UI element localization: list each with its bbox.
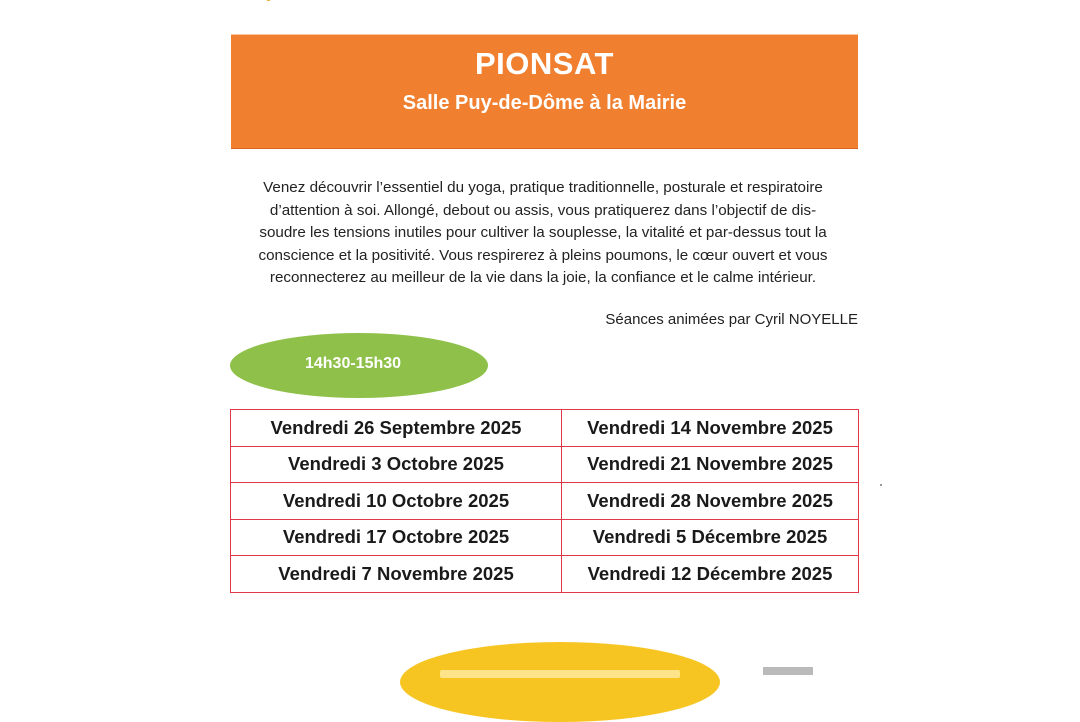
table-row bbox=[231, 410, 859, 447]
bottom-pill bbox=[400, 642, 720, 722]
date-cell: Vendredi 26 Septembre 2025 bbox=[231, 410, 562, 447]
intro-line: Venez découvrir l’essentiel du yoga, pratique traditionnelle, posturale et respiratoire bbox=[263, 179, 823, 196]
date-cell: Vendredi 7 Novembre 2025 bbox=[231, 556, 562, 593]
date-cell: Vendredi 21 Novembre 2025 bbox=[562, 446, 859, 483]
session-dates-table bbox=[230, 409, 859, 593]
intro-paragraph bbox=[228, 177, 858, 290]
header-logo-fragment bbox=[262, 0, 402, 6]
intro-line: soudre les tensions inutiles pour cultiver la souplesse, la vitalité et par-dessus tout la bbox=[259, 224, 827, 241]
table-row bbox=[231, 446, 859, 483]
intro-line: conscience et la positivité. Vous respirerez à pleins poumons, le cœur ouvert et vous bbox=[258, 246, 828, 264]
instructor-credit: Séances animées par Cyril NOYELLE bbox=[605, 311, 858, 328]
banner-title: PIONSAT bbox=[475, 46, 614, 81]
date-cell: Vendredi 12 Décembre 2025 bbox=[562, 556, 859, 593]
time-slot-label: 14h30-15h30 bbox=[304, 355, 402, 372]
table-row bbox=[231, 556, 859, 593]
time-slot-pill bbox=[230, 333, 488, 398]
bottom-pill-text-fragment bbox=[440, 670, 680, 678]
table-row bbox=[231, 519, 859, 556]
date-cell: Vendredi 14 Novembre 2025 bbox=[562, 410, 859, 447]
date-cell: Vendredi 3 Octobre 2025 bbox=[231, 446, 562, 483]
corner-text-cutoff bbox=[763, 667, 813, 675]
date-cell: Vendredi 5 Décembre 2025 bbox=[562, 519, 859, 556]
intro-line: d’attention à soi. Allongé, debout ou assis, vous pratiquerez dans l’objectif de dis- bbox=[269, 201, 817, 219]
location-banner bbox=[231, 34, 858, 149]
scan-speck bbox=[880, 484, 882, 486]
corner-text-fragment bbox=[763, 664, 823, 676]
logo-dot-icon bbox=[266, 0, 271, 1]
date-cell: Vendredi 17 Octobre 2025 bbox=[231, 519, 562, 556]
table-row bbox=[231, 483, 859, 520]
date-cell: Vendredi 28 Novembre 2025 bbox=[562, 483, 859, 520]
banner-subtitle: Salle Puy-de-Dôme à la Mairie bbox=[402, 92, 687, 114]
date-cell: Vendredi 10 Octobre 2025 bbox=[231, 483, 562, 520]
intro-line: reconnecterez au meilleur de la vie dans la joie, la confiance et le calme intérieur. bbox=[269, 269, 817, 286]
